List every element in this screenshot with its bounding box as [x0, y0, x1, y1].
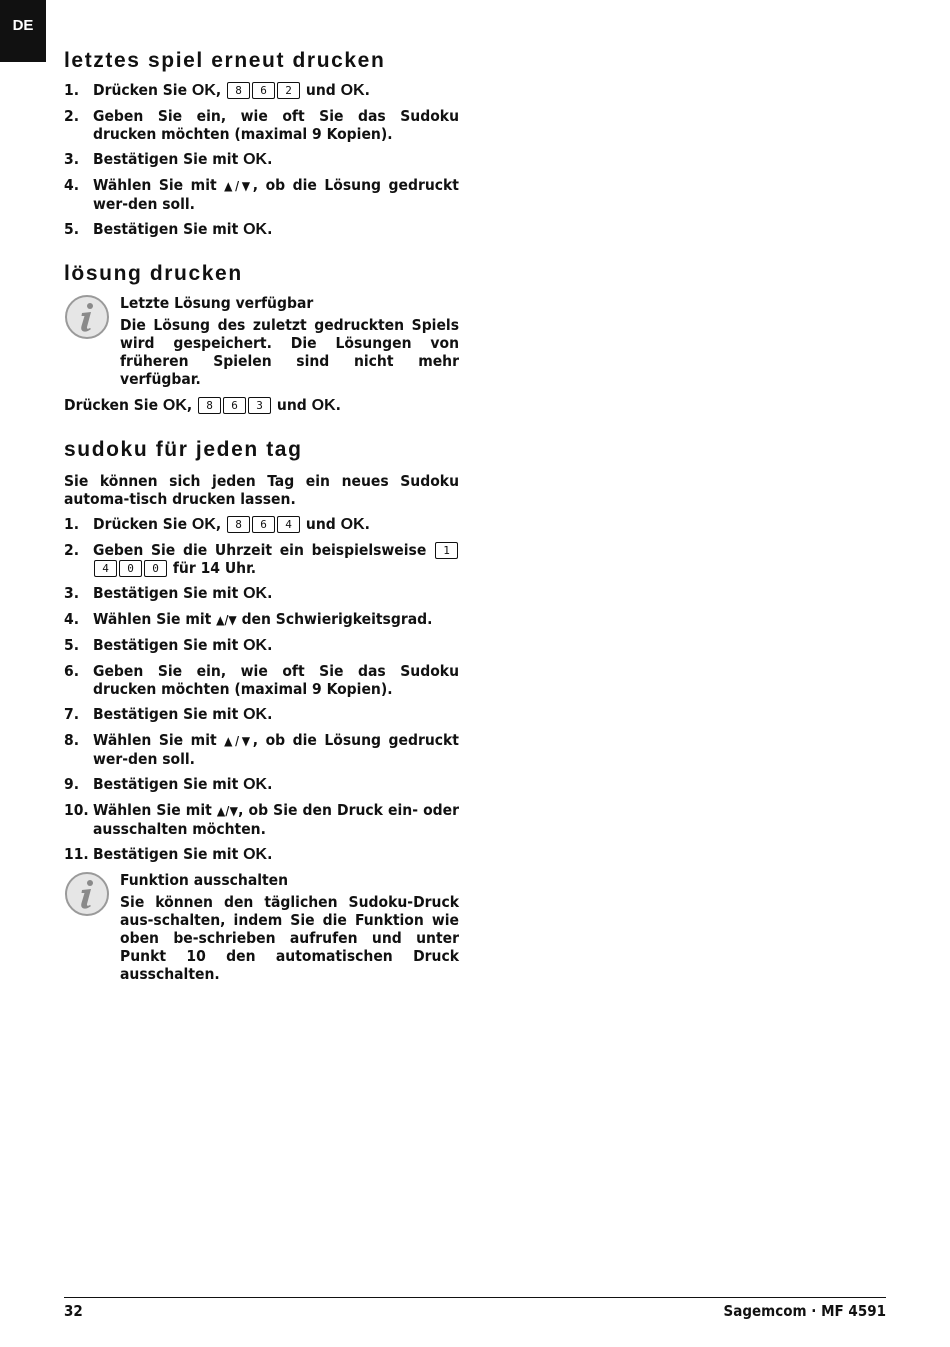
up-down-arrow-icon: ▲/▼ — [224, 734, 253, 748]
key-button: 2 — [277, 82, 300, 99]
daily-intro: Sie können sich jeden Tag ein neues Sudoku automa-tisch drucken lassen. — [64, 472, 459, 508]
list-item: 10. Wählen Sie mit ▲/▼, ob Sie den Druck ein- oder ausschalten möchten. — [64, 801, 459, 838]
key-button: 0 — [144, 560, 167, 577]
key-button: 8 — [227, 516, 250, 533]
list-item: 3. Bestätigen Sie mit OK. — [64, 584, 273, 602]
list-item: 7. Bestätigen Sie mit OK. — [64, 705, 273, 723]
key-button: 6 — [223, 397, 246, 414]
key-button: 4 — [94, 560, 117, 577]
note-text: Sie können den täglichen Sudoku-Druck aus-schalten, indem Sie die Funktion wie oben be-schrieben aufrufen und unter Punkt 10 den automatischen Druck ausschalten. — [120, 893, 459, 983]
list-item: 5. Bestätigen Sie mit OK. — [64, 220, 273, 238]
key-button: 6 — [252, 82, 275, 99]
up-down-arrow-icon: ▲/▼ — [216, 804, 239, 818]
steps-reprint — [64, 81, 459, 239]
note-text: Die Lösung des zuletzt gedruckten Spiels wird gespeichert. Die Lösungen von früheren Spielen sind nicht mehr verfügbar. — [120, 316, 459, 388]
list-item: 5. Bestätigen Sie mit OK. — [64, 636, 273, 654]
up-down-arrow-icon: ▲/▼ — [224, 179, 253, 193]
main-column — [64, 46, 459, 991]
key-button: 0 — [119, 560, 142, 577]
list-item: 6. Geben Sie ein, wie oft Sie das Sudoku drucken möchten (maximal 9 Kopien). — [64, 662, 459, 698]
page-number: 32 — [64, 1302, 83, 1320]
note-title: Letzte Lösung verfügbar — [120, 294, 314, 312]
note-title: Funktion ausschalten — [120, 871, 289, 889]
key-button: 8 — [227, 82, 250, 99]
section-title-solution: lösung drucken — [64, 262, 243, 285]
steps-daily — [64, 515, 459, 864]
key-button: 1 — [435, 542, 458, 559]
key-button: 6 — [252, 516, 275, 533]
list-item: 4. Wählen Sie mit ▲/▼ den Schwierigkeitsgrad. — [64, 610, 433, 628]
info-icon — [64, 294, 120, 388]
list-item: 4. Wählen Sie mit ▲/▼, ob die Lösung gedruckt wer-den soll. — [64, 176, 459, 213]
list-item: 8. Wählen Sie mit ▲/▼, ob die Lösung gedruckt wer-den soll. — [64, 731, 459, 768]
info-icon — [64, 871, 120, 983]
footer-brand: Sagemcom · MF 4591 — [723, 1302, 886, 1320]
list-item: 2. Geben Sie die Uhrzeit ein beispielsweise 14 0 0 für 14 Uhr. — [64, 541, 459, 577]
key-button: 3 — [248, 397, 271, 414]
footer-divider — [64, 1297, 886, 1298]
list-item: 1. Drücken Sie OK, 8 6 2 und OK. — [64, 81, 370, 99]
section-title-daily: sudoku für jeden tag — [64, 438, 303, 461]
list-item: 11. Bestätigen Sie mit OK. — [64, 845, 273, 863]
key-button: 8 — [198, 397, 221, 414]
key-button: 4 — [277, 516, 300, 533]
info-note — [64, 294, 459, 388]
solution-instruction: Drücken Sie OK, 8 6 3 und OK. — [64, 396, 341, 414]
list-item: 9. Bestätigen Sie mit OK. — [64, 775, 273, 793]
language-tab: DE — [0, 0, 46, 62]
list-item: 1. Drücken Sie OK, 8 6 4 und OK. — [64, 515, 370, 533]
up-down-arrow-icon: ▲/▼ — [216, 613, 237, 627]
list-item: 3. Bestätigen Sie mit OK. — [64, 150, 273, 168]
info-note — [64, 871, 459, 983]
list-item: 2. Geben Sie ein, wie oft Sie das Sudoku drucken möchten (maximal 9 Kopien). — [64, 107, 459, 143]
section-title-reprint: letztes spiel erneut drucken — [64, 49, 386, 72]
